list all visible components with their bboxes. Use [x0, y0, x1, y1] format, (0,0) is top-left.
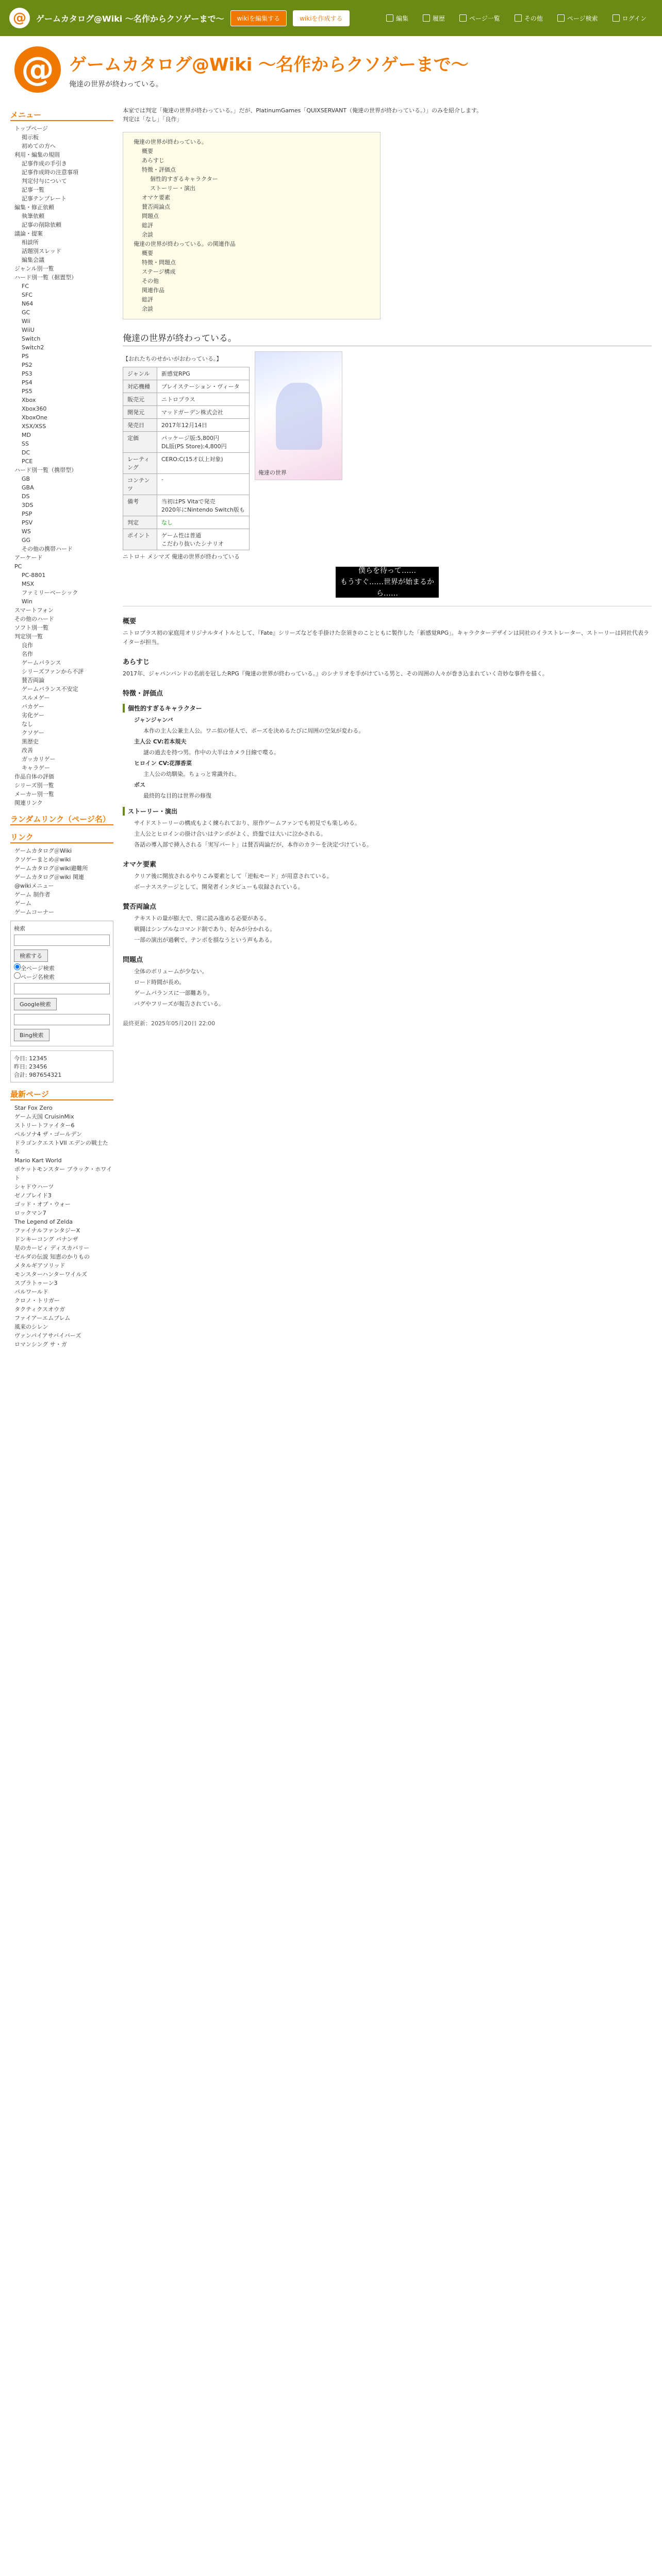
sidebar-item[interactable]: 執筆依頼 — [22, 213, 44, 219]
story2-heading: ストーリー・演出 — [123, 807, 652, 816]
profile-key: 開発元 — [123, 406, 157, 419]
sidebar-item[interactable]: ハード別一覧（据置型） — [14, 274, 77, 281]
radio-title-label: ページ名検索 — [21, 974, 55, 980]
sidebar-item[interactable]: 劣化ゲー — [22, 712, 44, 719]
sidebar-item[interactable]: Win — [22, 598, 32, 605]
sidebar-item[interactable]: 編集・修正依頼 — [14, 204, 54, 211]
sidebar-item[interactable]: MD — [22, 432, 31, 438]
profile-row — [123, 516, 250, 529]
sidebar-item[interactable]: 初めての方へ — [22, 143, 56, 149]
character-name: ヒロイン CV:花澤香菜 — [134, 760, 192, 767]
sidebar-item[interactable]: SFC — [22, 292, 32, 298]
profile-row — [123, 419, 250, 432]
toc-item[interactable]: 俺達の世界が終わっている。 — [134, 139, 207, 145]
profile-key: ジャンル — [123, 367, 157, 380]
sidebar-item[interactable]: 記事の削除依頼 — [22, 222, 61, 228]
problem-item: 全体のボリュームが少ない。 — [134, 968, 208, 975]
sidebar-item[interactable]: PS4 — [22, 379, 32, 386]
profile-key: コンテンツ — [123, 474, 157, 495]
tool-icon — [613, 14, 620, 22]
recent-page-item[interactable]: クロノ・トリガー — [14, 1297, 60, 1304]
sidebar-item[interactable]: 議論・提案 — [14, 230, 43, 237]
profile-value: なし — [157, 516, 250, 529]
recent-page-item[interactable]: ドラゴンクエストVII エデンの戦士たち — [14, 1140, 108, 1155]
links-list — [10, 846, 113, 917]
sidebar-item[interactable]: XboxOne — [22, 414, 47, 421]
sidebar-item[interactable]: アーケード — [14, 554, 43, 561]
sidebar-item[interactable]: 記事一覧 — [22, 187, 44, 193]
toc-item[interactable]: オマケ要素 — [142, 194, 170, 201]
search-label: 検索 — [14, 925, 25, 932]
recent-page-item[interactable]: ゼノブレイド3 — [14, 1192, 52, 1199]
cover-caption: 俺達の世界 — [258, 469, 287, 476]
link-item[interactable]: ゲーム — [14, 900, 31, 907]
sidebar-item[interactable]: 記事テンプレート — [22, 195, 67, 202]
link-item[interactable]: ゲームカタログ＠wiki 関連 — [14, 874, 84, 880]
recent-page-item[interactable]: The Legend of Zelda — [14, 1218, 73, 1225]
recent-page-item[interactable]: ドンキーコング バナンザ — [14, 1236, 78, 1243]
sidebar-item[interactable]: PCE — [22, 458, 33, 465]
story2-item: 主人公とヒロインの掛け合いはテンポがよく、終盤では大いに泣かされる。 — [134, 831, 326, 837]
profile-value: ゲーム性は普通 こだわり抜いたシナリオ — [157, 529, 250, 550]
character-name: ジャンジャンバ — [134, 717, 173, 723]
profile-value: 2017年12月14日 — [157, 419, 250, 432]
recent-page-item[interactable]: Mario Kart World — [14, 1157, 62, 1164]
link-item[interactable]: ゲームカタログ＠Wiki — [14, 848, 72, 854]
at-logo-icon[interactable] — [14, 46, 61, 93]
bing-search-input[interactable] — [14, 1014, 110, 1025]
sidebar-item[interactable]: PC — [14, 563, 22, 570]
omake-item: クリア後に開放されるやりこみ要素として「逆転モード」が用意されている。 — [134, 873, 333, 879]
sidebar-item[interactable]: DS — [22, 493, 30, 500]
sidebar-item[interactable]: PS — [22, 353, 29, 360]
character-item — [123, 759, 652, 768]
sidebar-item[interactable]: スルメゲー — [22, 694, 50, 701]
story2-list — [123, 819, 652, 850]
toc-item[interactable]: 賛否両論点 — [142, 204, 170, 210]
sidebar-item[interactable]: 話題別スレッド — [22, 248, 61, 255]
character-name: ボス — [134, 782, 145, 788]
toc-item[interactable]: 総評 — [142, 222, 153, 229]
sidebar-item[interactable]: 編集会議 — [22, 257, 44, 263]
tool-label: ページ検索 — [567, 14, 598, 22]
procon-heading: 賛否両論点 — [123, 903, 157, 911]
profile-key: レーティング — [123, 453, 157, 474]
table-of-contents — [123, 132, 380, 319]
recent-page-item[interactable]: ゲーム天国 CruisinMix — [14, 1113, 74, 1120]
profile-key: 対応機種 — [123, 380, 157, 393]
profile-value: 当初はPS Vitaで発売 2020年にNintendo Switch版も — [157, 495, 250, 516]
sidebar-item[interactable]: ハード別一覧（携帯型） — [14, 467, 77, 473]
procon-item: テキストの量が膨大で、常に読み進める必要がある。 — [134, 915, 270, 922]
profile-row — [123, 380, 250, 393]
recent-pages-list — [10, 1104, 113, 1349]
sidebar-item[interactable]: キャラゲー — [22, 765, 50, 771]
top-tool-1[interactable] — [417, 12, 451, 25]
recent-page-item[interactable]: ヴァンパイアサバイバーズ — [14, 1332, 81, 1339]
sidebar-item[interactable]: クソゲー — [22, 730, 44, 736]
character-desc: 本作の主人公兼主人公。ワニ似の怪人で、ポーズを決めるたびに周囲の空気が変わる。 — [143, 727, 365, 734]
recent-page-item[interactable]: ストリートファイター6 — [14, 1122, 75, 1129]
profile-key: 発売日 — [123, 419, 157, 432]
sidebar-item[interactable]: WiiU — [22, 327, 35, 333]
procon-item: 戦闘はシンプルなコマンド制であり、好みが分かれる。 — [134, 926, 276, 933]
profile-table — [123, 367, 250, 550]
character-item — [123, 737, 652, 747]
site-header — [0, 36, 662, 103]
link-item[interactable]: ゲームコーナー — [14, 909, 54, 916]
sidebar-item[interactable]: ゲームバランス — [22, 659, 61, 666]
procon-list — [123, 914, 652, 945]
profile-key: 備考 — [123, 495, 157, 516]
tool-icon — [515, 14, 522, 22]
cover-image — [255, 351, 342, 480]
character-desc: 主人公の幼馴染。ちょっと常識外れ。 — [143, 771, 240, 777]
tool-label: ログイン — [622, 14, 647, 22]
top-tool-4[interactable] — [551, 12, 604, 25]
recent-page-item[interactable]: ゼルダの伝説 知恵のかりもの — [14, 1253, 90, 1260]
tool-icon — [557, 14, 565, 22]
problem-item: ロード時間が長め。 — [134, 979, 185, 986]
radio-all[interactable] — [14, 965, 55, 972]
toc-item[interactable]: 個性的すぎるキャラクター — [150, 176, 218, 182]
omake-heading: オマケ要素 — [123, 861, 157, 869]
overview-heading: 概要 — [123, 618, 137, 625]
problem-item: ゲームバランスに一部難あり。 — [134, 990, 213, 996]
profile-value: プレイステーション・ヴィータ — [157, 380, 250, 393]
toc-item[interactable]: 総評 — [142, 296, 153, 303]
google-search-button[interactable]: Google検索 — [14, 998, 57, 1010]
problems-list — [123, 967, 652, 1009]
sidebar-item[interactable]: バカゲー — [22, 703, 44, 710]
recent-page-item[interactable]: メタルギアソリッド — [14, 1262, 65, 1269]
main-content — [123, 103, 652, 1349]
recent-page-item[interactable]: ファイアーエムブレム — [14, 1315, 71, 1321]
sidebar-item[interactable]: GG — [22, 537, 31, 544]
wiki-logo-icon[interactable] — [9, 8, 30, 28]
sidebar-item[interactable]: 相談所 — [22, 239, 39, 246]
recent-page-item[interactable]: ゴッド・オブ・ウォー — [14, 1201, 71, 1208]
sidebar-item[interactable]: DC — [22, 449, 30, 456]
sidebar-item[interactable]: PC-8801 — [22, 572, 46, 579]
toc-item[interactable]: 余談 — [142, 306, 153, 312]
sidebar-item[interactable]: GB — [22, 476, 30, 482]
story2-item: 各話の導入部で挿入される「実写パート」は賛否両論だが、本作のカラーを決定づけている。 — [134, 841, 372, 848]
toc-item[interactable]: 概要 — [142, 148, 153, 155]
story2-item: サイドストーリーの構成もよく練られており、原作ゲームファンでも初見でも楽しめる。 — [134, 820, 360, 826]
tool-label: 編集 — [396, 14, 409, 22]
logo-text: @ — [13, 10, 26, 26]
sidebar-item[interactable]: ファミリーベーシック — [22, 589, 78, 596]
sidebar-item[interactable]: PSV — [22, 519, 33, 526]
random-link-title: ランダムリンク（ページ名） — [10, 814, 113, 825]
toc-item[interactable]: 余談 — [142, 231, 153, 238]
profile-row — [123, 406, 250, 419]
sidebar-item[interactable]: PS3 — [22, 370, 32, 377]
profile-row — [123, 453, 250, 474]
counter-box: 今日: 12345 昨日: 23456 合計: 987654321 — [10, 1050, 113, 1082]
recent-page-item[interactable]: Star Fox Zero — [14, 1105, 53, 1111]
profile-key: 判定 — [123, 516, 157, 529]
recent-page-item[interactable]: シャドウハーツ — [14, 1183, 54, 1190]
sidebar-item[interactable]: 記事作成時の注意事項 — [22, 169, 78, 176]
toc-item[interactable]: ステージ構成 — [142, 268, 176, 275]
tool-label: その他 — [524, 14, 543, 22]
sidebar-item[interactable]: XSX/XSS — [22, 423, 46, 430]
sidebar-item[interactable]: シリーズファンから不評 — [22, 668, 84, 675]
sidebar — [10, 103, 113, 1349]
google-search-input[interactable] — [14, 983, 110, 994]
top-tools — [380, 12, 653, 25]
toc-item[interactable]: 俺達の世界が終わっている。の関連作品 — [134, 241, 236, 247]
sidebar-item[interactable]: 良作 — [22, 642, 33, 649]
top-tool-5[interactable] — [606, 12, 653, 25]
sidebar-item[interactable]: SS — [22, 440, 29, 447]
sidebar-item[interactable]: スマートフォン — [14, 607, 54, 614]
sidebar-item[interactable]: なし — [22, 721, 33, 727]
toc-item[interactable]: 特徴・問題点 — [142, 259, 176, 266]
sidebar-item[interactable]: Xbox360 — [22, 405, 47, 412]
character-item — [123, 781, 652, 790]
sidebar-item[interactable]: PS2 — [22, 362, 32, 368]
links-title: リンク — [10, 832, 113, 843]
toc-item[interactable]: 問題点 — [142, 213, 159, 219]
sidebar-item[interactable]: 3DS — [22, 502, 34, 509]
bing-search-button[interactable]: Bing検索 — [14, 1029, 49, 1041]
tool-icon — [386, 14, 393, 22]
profile-value: - — [157, 474, 250, 495]
story-heading: あらすじ — [123, 658, 150, 666]
recent-page-item[interactable]: 風来のシレン — [14, 1324, 48, 1330]
recent-page-item[interactable]: ロックマン7 — [14, 1210, 46, 1216]
toc-item[interactable]: 概要 — [142, 250, 153, 257]
profile-row — [123, 432, 250, 453]
sidebar-item[interactable]: Wii — [22, 318, 30, 325]
profile-key: ポイント — [123, 529, 157, 550]
recent-page-item[interactable]: 星のカービィ ディスカバリー — [14, 1245, 90, 1251]
topbar — [0, 0, 662, 36]
sidebar-item[interactable]: 作品自体の評価 — [14, 773, 54, 780]
character-item — [123, 716, 652, 725]
top-tool-0[interactable] — [380, 12, 415, 25]
profile-value: ニトロプラス — [157, 393, 250, 406]
article-title: 俺達の世界が終わっている。 — [123, 331, 652, 346]
sidebar-item[interactable]: 記事作成の手引き — [22, 160, 67, 167]
radio-title[interactable] — [14, 974, 55, 980]
sidebar-item[interactable]: 黒歴史 — [22, 738, 39, 745]
site-brand-link[interactable]: ゲームカタログ@Wiki ～名作からクソゲーまで～ — [36, 13, 224, 24]
profile-value: CERO:C(15才以上対象) — [157, 453, 250, 474]
sidebar-item[interactable]: メーカー別一覧 — [14, 791, 54, 798]
omake-list — [123, 872, 652, 892]
problems-heading: 問題点 — [123, 956, 143, 964]
sidebar-item[interactable]: GBA — [22, 484, 34, 491]
recent-page-item[interactable]: ペルソナ4 ザ・ゴールデン — [14, 1131, 82, 1138]
sidebar-item[interactable]: トップページ — [14, 125, 48, 132]
profile-value: マッドガーデン株式会社 — [157, 406, 250, 419]
last-updated: 最終更新：2025年05月20日 22:00 — [123, 1020, 216, 1027]
menu-title: メニュー — [10, 109, 113, 121]
profile-row — [123, 495, 250, 516]
edit-wiki-button[interactable]: wikiを編集する — [230, 10, 287, 26]
toc-item[interactable]: 特徴・評価点 — [142, 166, 176, 173]
recent-page-item[interactable]: タクティクスオウガ — [14, 1306, 65, 1313]
problem-item: バグやフリーズが報告されている。 — [134, 1001, 225, 1007]
character-name: 主人公 CV:若本規夫 — [134, 738, 187, 745]
info-box — [123, 351, 652, 561]
tool-icon — [423, 14, 430, 22]
radio-all-label: 全ページ検索 — [21, 965, 55, 972]
sidebar-item[interactable]: 賛否両論 — [22, 677, 44, 684]
search-button[interactable]: 検索する — [14, 950, 48, 962]
sidebar-item[interactable]: MSX — [22, 581, 35, 587]
omake-item: ボーナスステージとして、開発者インタビューも収録されている。 — [134, 884, 304, 890]
story-text: 2017年、ジャパンバンドの名前を冠したRPG『俺達の世界が終わっている。』のシナリオを手がけている男と、その周囲の人々が巻き込まれていく奇妙な事件を描く。 — [123, 670, 548, 677]
profile-value: パッケージ版:5,800円 DL版(PS Store):4,800円 — [157, 432, 250, 453]
top-tool-2[interactable] — [453, 12, 506, 25]
recent-page-item[interactable]: ロマンシング サ・ガ — [14, 1341, 67, 1348]
site-title[interactable]: ゲームカタログ@Wiki ～名作からクソゲーまで～ — [69, 54, 469, 75]
sidebar-item[interactable]: ソフト別一覧 — [14, 624, 48, 631]
sidebar-item[interactable]: FC — [22, 283, 29, 290]
sidebar-item[interactable]: Switch — [22, 335, 41, 342]
sidebar-item[interactable]: シリーズ別一覧 — [14, 782, 54, 789]
sidebar-item[interactable]: その他の携帯ハード — [22, 546, 73, 552]
character-desc: 最終的な目的は世界の修復 — [143, 792, 211, 799]
sidebar-item[interactable]: 掲示板 — [22, 134, 39, 141]
sidebar-item[interactable]: PSP — [22, 511, 32, 517]
characters-list — [123, 716, 652, 801]
intro-note: 本家では判定「俺達の世界が終わっている。」だが、PlatinumGames「QUIXSERVANT（俺達の世界が終わっている。）」のみを紹介します。 判定は「なし」「良作」 — [123, 107, 483, 123]
recent-page-item[interactable]: モンスターハンターワイルズ — [14, 1271, 88, 1278]
recent-page-item[interactable]: ファイナルファンタジーX — [14, 1227, 80, 1234]
profile-row — [123, 529, 250, 550]
site-subtitle: 俺達の世界が終わっている。 — [69, 80, 163, 89]
tool-label: 履歴 — [433, 14, 445, 22]
sidebar-item[interactable]: 判定別一覧 — [14, 633, 43, 640]
overview-text: ニトロプラス初の家庭用オリジナルタイトルとして、『Fate』シリーズなどを手掛けた奈須きのことともに製作した「新感覚RPG」。キャラクターデザインは同社のイラストレーター、ストーリーは同社代表ライターが担当。 — [123, 630, 649, 646]
search-box — [10, 921, 113, 1046]
create-wiki-button[interactable]: wikiを作成する — [293, 10, 349, 26]
sidebar-item[interactable]: ゲームバランス不安定 — [22, 686, 78, 692]
top-tool-3[interactable] — [508, 12, 549, 25]
characters-heading: 個性的すぎるキャラクター — [123, 704, 652, 713]
sidebar-item[interactable]: 改善 — [22, 747, 33, 754]
quote-banner: 僕らを待って…… もうすぐ……世界が始まるから…… — [336, 567, 439, 598]
sidebar-menu — [10, 124, 113, 807]
toc-item[interactable]: その他 — [142, 278, 159, 284]
profile-row — [123, 393, 250, 406]
sidebar-item[interactable]: Switch2 — [22, 344, 44, 351]
link-item[interactable]: @wikiメニュー — [14, 883, 54, 889]
sidebar-item[interactable]: 名作 — [22, 651, 33, 657]
tool-icon — [459, 14, 467, 22]
sidebar-item[interactable]: ガッカリゲー — [22, 756, 56, 762]
sidebar-item[interactable]: Xbox — [22, 397, 36, 403]
link-item[interactable]: ゲームカタログ＠wiki避難所 — [14, 865, 88, 872]
recent-page-item[interactable]: パルワールド — [14, 1289, 48, 1295]
profile-row — [123, 367, 250, 380]
sidebar-item[interactable]: PS5 — [22, 388, 32, 395]
amazon-link[interactable]: ニトロ＋ メシマズ 俺達の世界が終わっている — [123, 553, 240, 560]
toc-item[interactable]: あらすじ — [142, 157, 164, 164]
sidebar-item[interactable]: 関連リンク — [14, 800, 43, 806]
sidebar-item[interactable]: その他のハード — [14, 616, 54, 622]
recent-page-item[interactable]: スプラトゥーン3 — [14, 1280, 58, 1286]
profile-header: 【おれたちのせかいがおわっている。】 — [123, 355, 222, 362]
sidebar-item[interactable]: WS — [22, 528, 31, 535]
link-item[interactable]: クソゲーまとめ＠wiki — [14, 856, 71, 863]
profile-row — [123, 474, 250, 495]
profile-key: 販売元 — [123, 393, 157, 406]
toc-item[interactable]: ストーリー・演出 — [150, 185, 195, 192]
profile-key: 定価 — [123, 432, 157, 453]
profile-value: 新感覚RPG — [157, 367, 250, 380]
sidebar-item[interactable]: 利用・編集の規則 — [14, 151, 60, 158]
sidebar-item[interactable]: 判定付与について — [22, 178, 67, 184]
link-item[interactable]: ゲーム 制作者 — [14, 891, 51, 898]
recent-pages-title: 最新ページ — [10, 1089, 113, 1100]
sidebar-item[interactable]: GC — [22, 309, 30, 316]
character-desc: 謎の過去を持つ男。作中の大半はカメラ目線で喋る。 — [143, 749, 279, 756]
procon-item: 一部の演出が過剰で、テンポを損なうという声もある。 — [134, 937, 276, 943]
toc-item[interactable]: 関連作品 — [142, 287, 164, 294]
recent-page-item[interactable]: ポケットモンスター ブラック・ホワイト — [14, 1166, 112, 1181]
features-heading: 特徴・評価点 — [123, 690, 163, 698]
search-input[interactable] — [14, 935, 110, 946]
sidebar-item[interactable]: ジャンル別一覧 — [14, 265, 54, 272]
tool-label: ページ一覧 — [469, 14, 500, 22]
at-logo-text: @ — [21, 50, 54, 89]
sidebar-item[interactable]: N64 — [22, 300, 34, 307]
